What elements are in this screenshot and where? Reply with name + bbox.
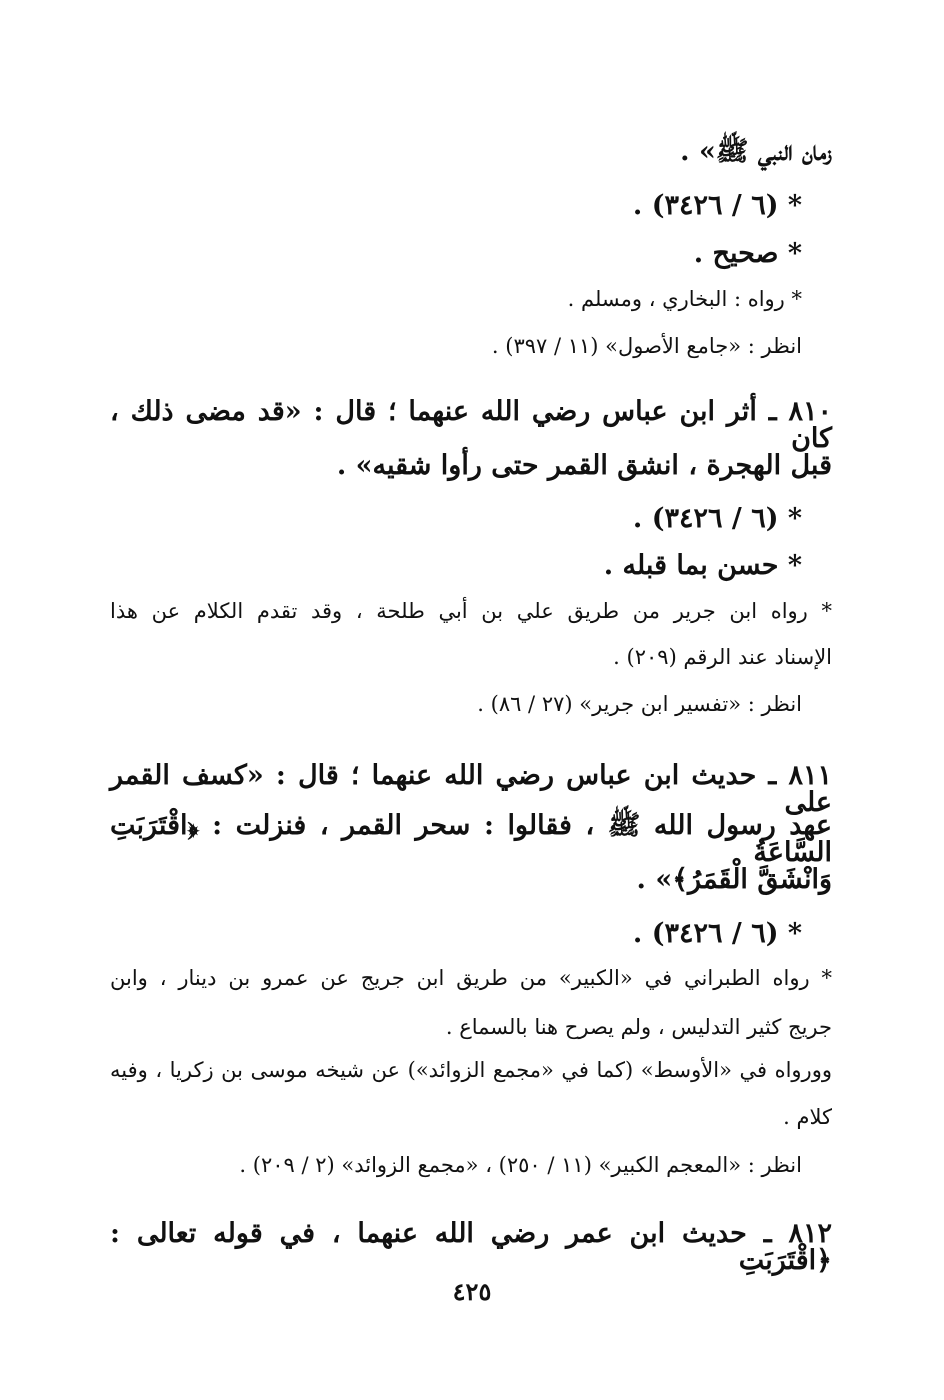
text-line: * (٦ / ٣٤٢٦) .: [632, 190, 802, 221]
text-line: * رواه ابن جرير من طريق علي بن أبي طلحة ، وقد تقدم الكلام عن هذا: [110, 599, 832, 623]
text-line: * (٦ / ٣٤٢٦) .: [632, 503, 802, 534]
text-line: * رواه الطبراني في «الكبير» من طريق ابن جريج عن عمرو بن دينار ، وابن: [110, 966, 832, 990]
text-line: * (٦ / ٣٤٢٦) .: [632, 918, 802, 949]
text-line: جريج كثير التدليس ، ولم يصرح هنا بالسماع .: [445, 1015, 832, 1039]
text-line: * صحيح .: [693, 238, 802, 269]
text-line: انظر : «جامع الأصول» (١١ / ٣٩٧) .: [491, 334, 802, 358]
text-line: وورواه في «الأوسط» (كما في «مجمع الزوائد») عن شيخه موسى بن زكريا ، وفيه: [110, 1058, 832, 1082]
text-line: انظر : «تفسير ابن جرير» (٢٧ / ٨٦) .: [477, 692, 802, 716]
hadith-heading-811: ٨١١ ـ حديث ابن عباس رضي الله عنهما ؛ قال : «كسف القمر على: [110, 760, 832, 818]
page-number: ٤٢٥: [452, 1277, 492, 1306]
hadith-heading-810: ٨١٠ ـ أثر ابن عباس رضي الله عنهما ؛ قال : «قد مضى ذلك ، كان: [110, 396, 832, 454]
text-line: عهد رسول الله ﷺ ، فقالوا : سحر القمر ، فنزلت : ﴿اقْتَرَبَتِ السَّاعَةُ: [110, 810, 832, 868]
text-line: زمان النبي ﷺ» .: [680, 136, 832, 167]
text-line: قبل الهجرة ، انشق القمر حتى رأوا شقيه» .: [336, 450, 832, 481]
hadith-heading-812: ٨١٢ ـ حديث ابن عمر رضي الله عنهما ، في قوله تعالى : ﴿اقْتَرَبَتِ: [110, 1218, 832, 1276]
text-line: * رواه : البخاري ، ومسلم .: [567, 287, 802, 311]
text-line: انظر : «المعجم الكبير» (١١ / ٢٥٠) ، «مجمع الزوائد» (٢ / ٢٠٩) .: [239, 1153, 802, 1177]
text-line: كلام .: [783, 1105, 832, 1129]
text-line: وَانْشَقَّ الْقَمَرُ﴾» .: [636, 864, 832, 895]
text-line: * حسن بما قبله .: [603, 550, 802, 581]
text-line: الإسناد عند الرقم (٢٠٩) .: [613, 645, 832, 669]
